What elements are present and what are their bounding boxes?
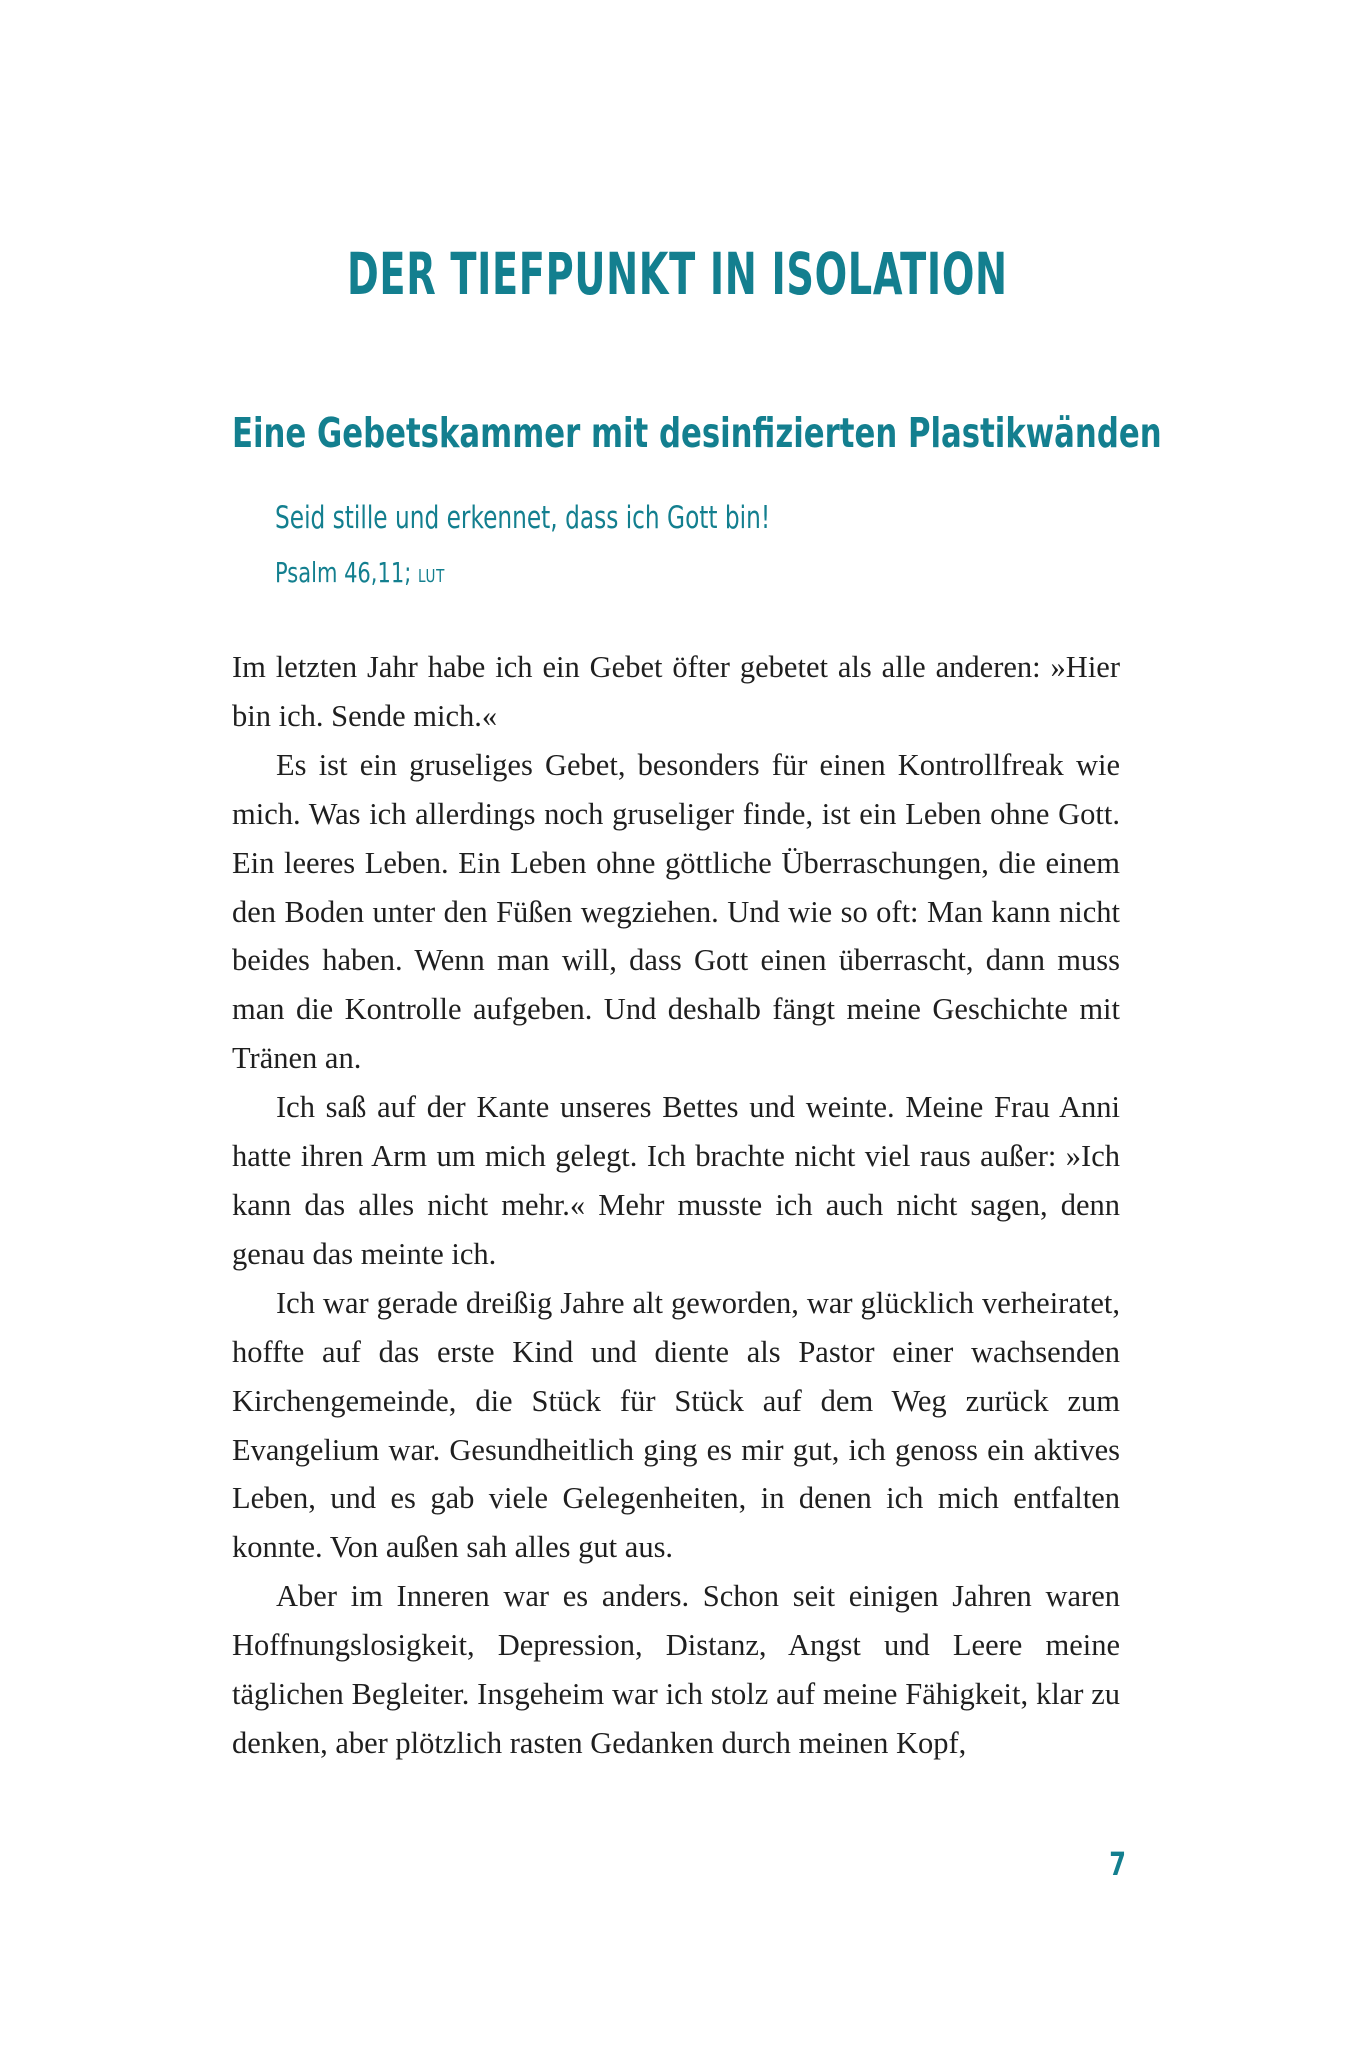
epigraph-source — [275, 556, 445, 589]
section-title: Eine Gebetskammer mit desinfizierten Plastikwänden — [232, 409, 1162, 457]
body-text — [232, 643, 1120, 1768]
page-number: 7 — [1109, 1845, 1126, 1883]
epigraph-bible-version: LUT — [417, 566, 446, 587]
paragraph: Im letzten Jahr habe ich ein Gebet öfter gebetet als alle anderen: »Hier bin ich. Sende mich.« — [232, 650, 1120, 733]
paragraph: Aber im Inneren war es anders. Schon seit einigen Jahren waren Hoffnungslosigkeit, Depression, Distanz, Angst und Leere meine täglichen Begleiter. Insgeheim war ich stolz auf meine Fähigkeit, klar zu denken, aber plötzlich rasten Gedanken durch meinen Kopf, — [232, 1579, 1120, 1760]
paragraph: Ich saß auf der Kante unseres Bettes und weinte. Meine Frau Anni hatte ihren Arm um mich gelegt. Ich brachte nicht viel raus außer: »Ich kann das alles nicht mehr.« Mehr musste ich auch nicht sagen, denn genau das meinte ich. — [232, 1090, 1120, 1271]
paragraph: Ich war gerade dreißig Jahre alt geworden, war glücklich verheiratet, hoffte auf das erste Kind und diente als Pastor einer wachsenden Kirchengemeinde, die Stück für Stück auf dem Weg zurück zum Evangelium war. Gesundheitlich ging es mir gut, ich genoss ein aktives Leben, und es gab viele Gelegenheiten, in denen ich mich entfalten konnte. Von außen sah alles gut aus. — [232, 1285, 1120, 1565]
epigraph-quote: Seid stille und erkennet, dass ich Gott bin! — [275, 500, 771, 536]
chapter-title: DER TIEFPUNKT IN ISOLATION — [346, 240, 1008, 308]
paragraph: Es ist ein gruseliges Gebet, besonders für einen Kontrollfreak wie mich. Was ich allerdings noch gruseliger finde, ist ein Leben ohne Gott. Ein leeres Leben. Ein Leben ohne göttliche Überraschungen, die einem den Boden unter den Füßen wegziehen. Und wie so oft: Man kann nicht beides haben. Wenn man will, dass Gott einen überrascht, dann muss man die Kontrolle aufgeben. Und deshalb fängt meine Geschichte mit Tränen an. — [232, 747, 1120, 1076]
epigraph-reference: Psalm 46,11; — [275, 556, 418, 589]
